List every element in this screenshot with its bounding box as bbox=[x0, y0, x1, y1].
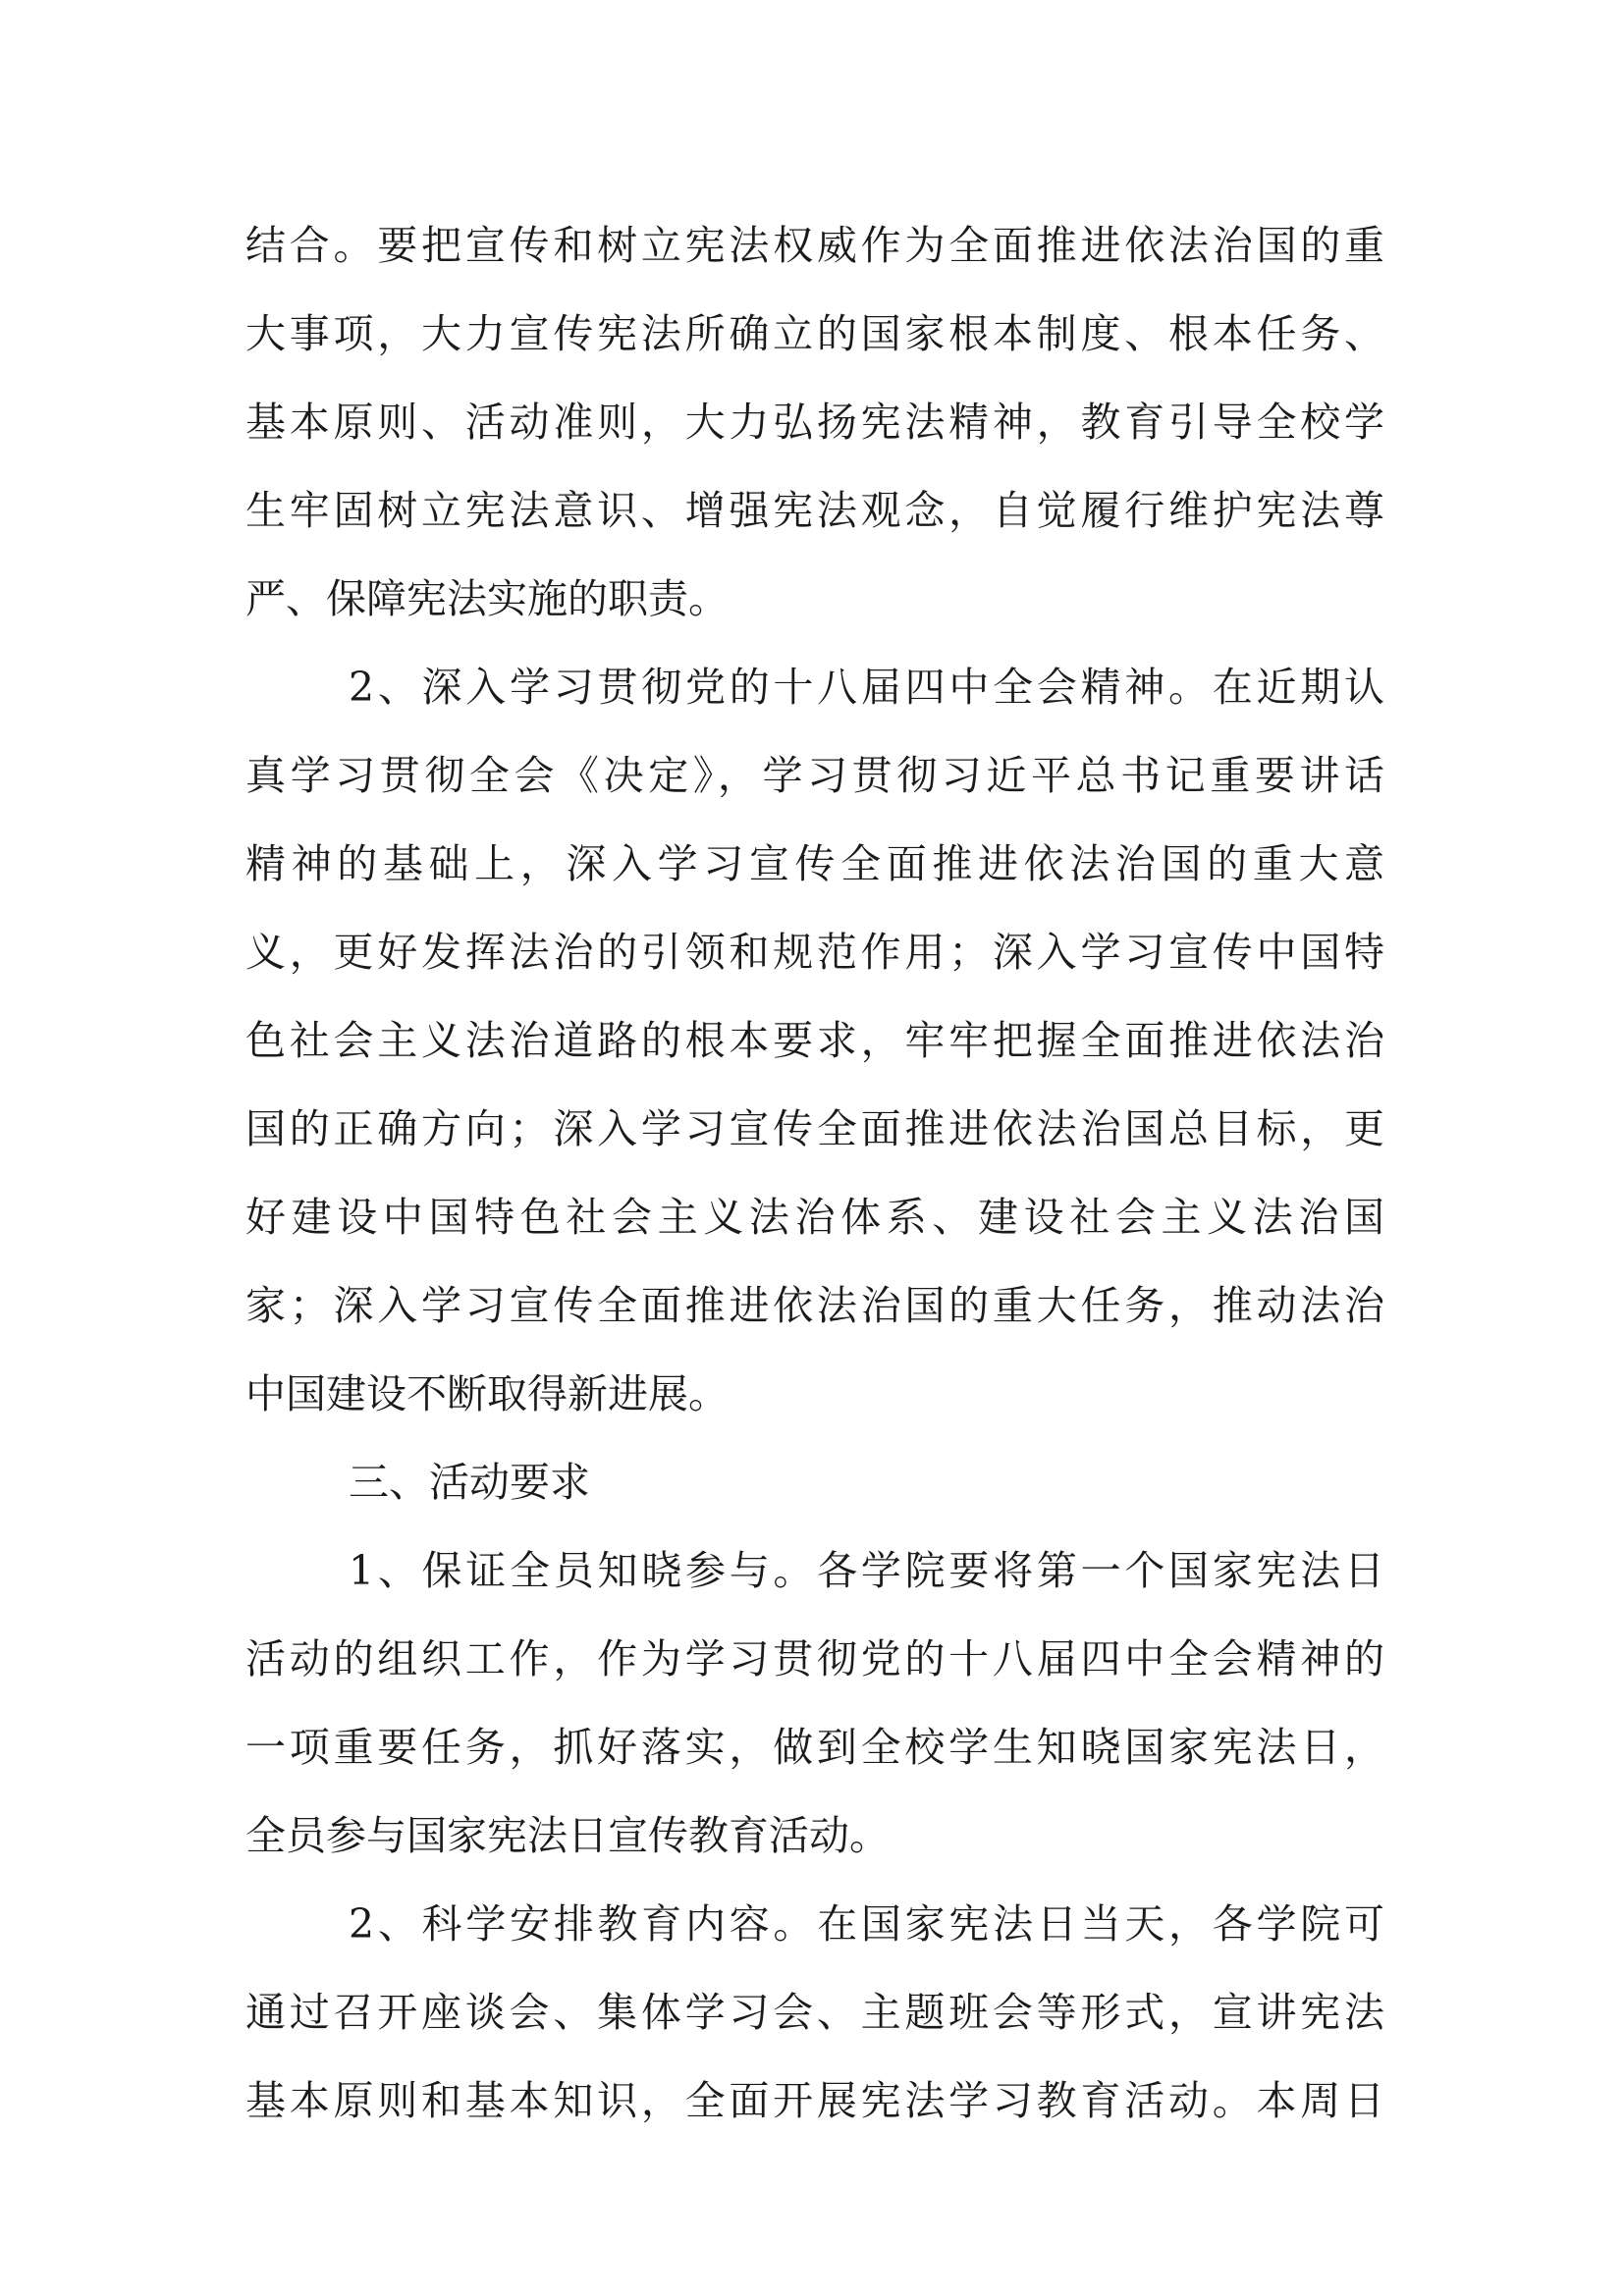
paragraph-first-line: 2、深入学习贯彻党的十八届四中全会精神。在近期认 bbox=[349, 664, 1384, 711]
text-line: 精神的基础上，深入学习宣传全面推进依法治国的重大意 bbox=[245, 840, 1384, 887]
paragraph-first-line: 2、科学安排教育内容。在国家宪法日当天，各学院可 bbox=[349, 1900, 1384, 1948]
text-line: 真学习贯彻全会《决定》，学习贯彻习近平总书记重要讲话 bbox=[245, 752, 1384, 799]
text-line: 基本原则、活动准则，大力弘扬宪法精神，教育引导全校学 bbox=[245, 399, 1384, 446]
text-line: 活动的组织工作，作为学习贯彻党的十八届四中全会精神的 bbox=[245, 1635, 1384, 1682]
text-line: 生牢固树立宪法意识、增强宪法观念，自觉履行维护宪法尊 bbox=[245, 487, 1384, 534]
text-line: 中国建设不断取得新进展。 bbox=[245, 1370, 729, 1417]
section-heading: 三、活动要求 bbox=[349, 1459, 590, 1506]
text-line: 一项重要任务，抓好落实，做到全校学生知晓国家宪法日， bbox=[245, 1724, 1384, 1771]
text-line: 义，更好发挥法治的引领和规范作用；深入学习宣传中国特 bbox=[245, 929, 1384, 976]
text-line: 全员参与国家宪法日宣传教育活动。 bbox=[245, 1812, 890, 1859]
text-line: 好建设中国特色社会主义法治体系、建设社会主义法治国 bbox=[245, 1194, 1384, 1241]
text-line: 国的正确方向；深入学习宣传全面推进依法治国总目标，更 bbox=[245, 1105, 1384, 1152]
text-line: 家；深入学习宣传全面推进依法治国的重大任务，推动法治 bbox=[245, 1282, 1384, 1329]
text-line: 色社会主义法治道路的根本要求，牢牢把握全面推进依法治 bbox=[245, 1017, 1384, 1064]
body-text bbox=[245, 201, 1384, 2145]
text-line: 基本原则和基本知识，全面开展宪法学习教育活动。本周日 bbox=[245, 2077, 1384, 2124]
text-line: 结合。要把宣传和树立宪法权威作为全面推进依法治国的重 bbox=[245, 222, 1384, 269]
text-line: 通过召开座谈会、集体学习会、主题班会等形式，宣讲宪法 bbox=[245, 1989, 1384, 2036]
text-line: 大事项，大力宣传宪法所确立的国家根本制度、根本任务、 bbox=[245, 310, 1384, 357]
paragraph-first-line: 1、保证全员知晓参与。各学院要将第一个国家宪法日 bbox=[349, 1547, 1384, 1594]
text-line: 严、保障宪法实施的职责。 bbox=[245, 575, 729, 622]
